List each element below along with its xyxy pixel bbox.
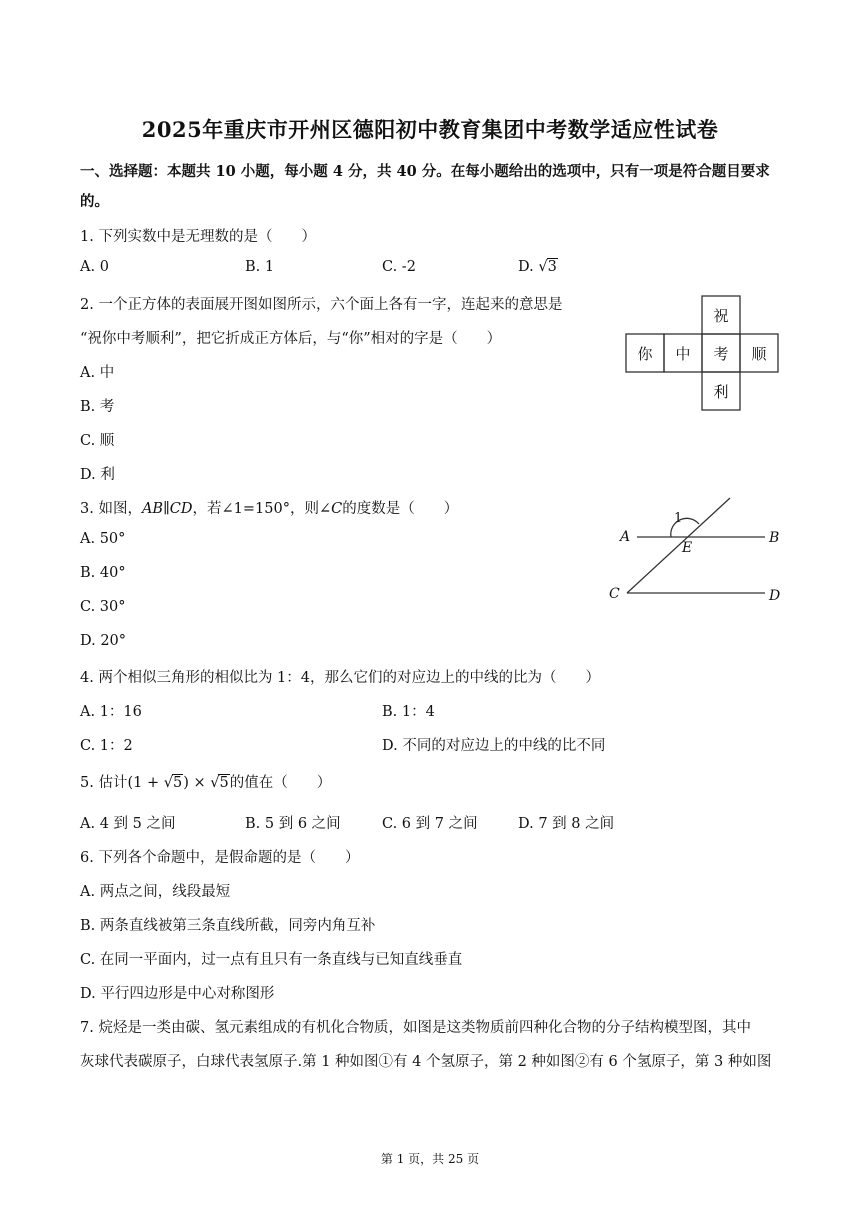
q5-expr-open: (1 + bbox=[127, 775, 164, 791]
q3-stem bbox=[80, 497, 458, 518]
q4-option-c: C. 1：2 bbox=[80, 738, 133, 754]
net-label-li: 利 bbox=[713, 383, 729, 401]
sqrt-symbol: √ bbox=[538, 259, 548, 275]
q3-line-ab: AB bbox=[141, 501, 164, 517]
q4-option-a: A. 1：16 bbox=[80, 704, 142, 720]
q5-stem bbox=[80, 771, 331, 792]
q4-option-b: B. 1：4 bbox=[382, 704, 435, 720]
net-label-zhu: 祝 bbox=[713, 307, 729, 325]
q1-stem: 1. 下列实数中是无理数的是（ ） bbox=[80, 229, 316, 245]
q5-stem-suffix: 的值在（ ） bbox=[229, 775, 332, 791]
section-heading-line1: 一、选择题：本题共 10 小题，每小题 4 分，共 40 分。在每小题给出的选项中，只有一项是符合题目要求 bbox=[80, 163, 770, 180]
net-label-shun: 顺 bbox=[751, 345, 767, 363]
net-label-kao: 考 bbox=[713, 345, 729, 363]
q5-option-d: D. 7 到 8 之间 bbox=[518, 816, 615, 832]
q2-stem-line1: 2. 一个正方体的表面展开图如图所示，六个面上各有一字，连起来的意思是 bbox=[80, 297, 563, 313]
q3-option-a: A. 50° bbox=[80, 531, 126, 547]
q5-radicand-1: 5 bbox=[172, 775, 183, 791]
q6-option-a: A. 两点之间，线段最短 bbox=[80, 884, 231, 900]
q4-stem: 4. 两个相似三角形的相似比为 1：4，那么它们的对应边上的中线的比为（ ） bbox=[80, 670, 601, 686]
q2-stem-line2: “祝你中考顺利”，把它折成正方体后，与“你”相对的字是（ ） bbox=[80, 331, 502, 347]
section-heading-line2: 的。 bbox=[80, 193, 109, 210]
point-label-b: B bbox=[769, 530, 780, 546]
q6-option-d: D. 平行四边形是中心对称图形 bbox=[80, 986, 275, 1002]
point-label-c: C bbox=[609, 586, 620, 602]
angle-label-1: 1 bbox=[674, 511, 683, 526]
q2-option-c: C. 顺 bbox=[80, 433, 115, 449]
q2-option-a: A. 中 bbox=[80, 365, 115, 381]
point-label-d: D bbox=[769, 588, 781, 604]
q1-option-c: C. -2 bbox=[382, 259, 416, 275]
sqrt-symbol: √ bbox=[210, 775, 220, 791]
q3-stem-suffix: 的度数是（ ） bbox=[342, 501, 459, 517]
q3-parallel-symbol: ∥ bbox=[163, 501, 170, 517]
sqrt-symbol: √ bbox=[163, 775, 173, 791]
q3-stem-prefix: 3. 如图， bbox=[80, 501, 142, 517]
net-label-ni: 你 bbox=[637, 345, 653, 363]
q7-stem-line2: 灰球代表碳原子，白球代表氢原子.第 1 种如图①有 4 个氢原子，第 2 种如图②有 6 个氢原子，第 3 种如图 bbox=[80, 1054, 772, 1070]
q5-radicand-2: 5 bbox=[219, 775, 229, 791]
q1-option-b: B. 1 bbox=[245, 259, 275, 275]
q5-stem-prefix: 5. 估计 bbox=[80, 775, 128, 791]
page-footer: 第 1 页，共 25 页 bbox=[380, 1152, 480, 1166]
point-label-e: E bbox=[682, 540, 693, 556]
q2-option-d: D. 利 bbox=[80, 467, 115, 483]
q4-option-d: D. 不同的对应边上的中线的比不同 bbox=[382, 738, 606, 754]
q3-option-d: D. 20° bbox=[80, 633, 127, 649]
q7-stem-line1: 7. 烷烃是一类由碳、氢元素组成的有机化合物质，如图是这类物质前四种化合物的分子结构模型图，其中 bbox=[80, 1020, 751, 1036]
net-label-zhong: 中 bbox=[675, 345, 691, 363]
q1-option-d bbox=[518, 259, 558, 275]
q1-option-d-radicand: 3 bbox=[547, 259, 557, 275]
q5-option-c: C. 6 到 7 之间 bbox=[382, 816, 478, 832]
cube-net-figure bbox=[620, 292, 784, 418]
q3-stem-mid: ，若∠1=150°，则∠ bbox=[192, 501, 332, 517]
q2-option-b: B. 考 bbox=[80, 399, 115, 415]
q3-option-c: C. 30° bbox=[80, 599, 126, 615]
q1-option-d-prefix: D. bbox=[518, 259, 534, 275]
point-label-a: A bbox=[620, 529, 631, 545]
q3-line-cd: CD bbox=[169, 501, 193, 517]
q5-option-a: A. 4 到 5 之间 bbox=[80, 816, 176, 832]
q3-angle-c: C bbox=[331, 501, 343, 517]
q6-option-b: B. 两条直线被第三条直线所截，同旁内角互补 bbox=[80, 918, 376, 934]
q5-option-b: B. 5 到 6 之间 bbox=[245, 816, 341, 832]
q3-option-b: B. 40° bbox=[80, 565, 126, 581]
q1-option-a: A. 0 bbox=[80, 259, 109, 275]
q6-stem: 6. 下列各个命题中，是假命题的是（ ） bbox=[80, 850, 360, 866]
parallel-lines-figure bbox=[605, 492, 795, 610]
page-title: 2025年重庆市开州区德阳初中教育集团中考数学适应性试卷 bbox=[141, 117, 719, 142]
q5-expr-close: ) × bbox=[183, 775, 211, 791]
q6-option-c: C. 在同一平面内，过一点有且只有一条直线与已知直线垂直 bbox=[80, 952, 463, 968]
